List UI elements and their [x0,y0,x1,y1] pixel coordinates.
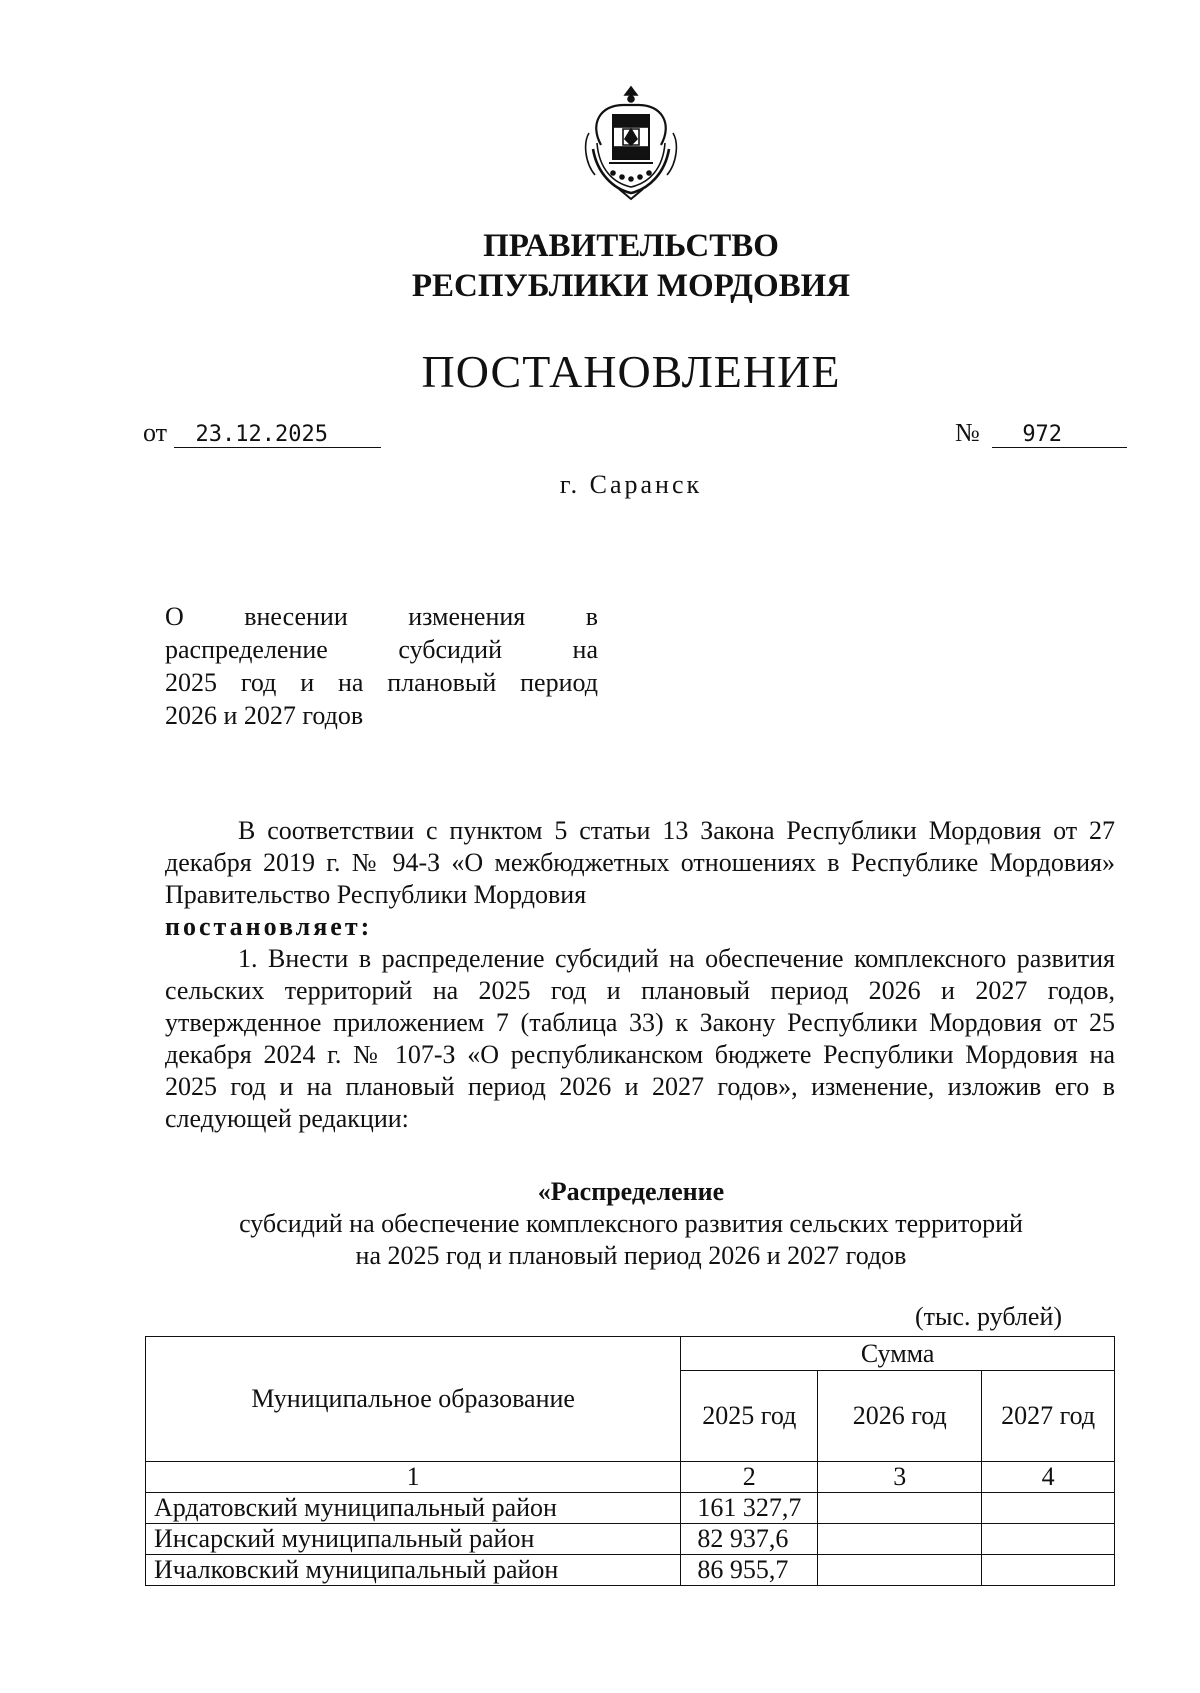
distribution-title: «Распределение [537,1177,725,1206]
date-prefix: от [143,418,168,447]
amount-2026 [818,1524,982,1555]
municipality-name: Ардатовский муниципальный район [146,1493,681,1524]
date-value: 23.12.2025 [174,423,381,448]
column-number: 1 [146,1462,681,1493]
column-number: 2 [681,1462,818,1493]
header-sum: Сумма [681,1337,1115,1371]
document-type: ПОСТАНОВЛЕНИЕ [421,346,841,397]
subject-line: 2026 и 2027 годов [165,701,364,730]
subject-line: О внесении изменения в [165,602,598,631]
government-title-line-1: ПРАВИТЕЛЬСТВО [483,228,779,264]
distribution-subtitle-2: на 2025 год и плановый период 2026 и 2027 годов [355,1241,907,1270]
header-year-2026: 2026 год [818,1371,982,1462]
municipality-name: Инсарский муниципальный район [146,1524,681,1555]
date-line [143,418,381,448]
subject-line: 2025 год и на плановый период [165,668,598,697]
amount-2027 [982,1555,1115,1586]
header-year-2025: 2025 год [681,1371,818,1462]
column-number: 3 [818,1462,982,1493]
number-line [955,418,1127,448]
table-row [146,1555,1115,1586]
government-title [0,226,1200,306]
amount-2025: 82 937,6 [681,1524,818,1555]
header-year-2027: 2027 год [982,1371,1115,1462]
distribution-subtitle-1: субсидий на обеспечение комплексного развития сельских территорий [239,1209,1023,1238]
government-title-line-2: РЕСПУБЛИКИ МОРДОВИЯ [411,268,851,304]
city-name: г. Саранск [559,470,703,499]
municipality-name: Ичалковский муниципальный район [146,1555,681,1586]
column-number-row [146,1462,1115,1493]
header-municipality: Муниципальное образование [146,1337,681,1462]
body-paragraph-2: 1. Внести в распределение субсидий на обеспечение комплексного развития сельских территорий на 2025 год и плановый период 2026 и 2027 годов, утвержденное приложением 7 (таблица 33) к Закону Республики Мордовия от 25 декабря 2024 г. № 107-З «О республиканском бюджете Республики Мордовия на 2025 год и на плановый период 2026 и 2027 годов», изменение, изложив его в следующей редакции: [165,944,1115,1133]
number-prefix: № [955,418,980,447]
amount-2026 [818,1555,982,1586]
coat-of-arms-emblem [579,83,683,201]
units-label: (тыс. рублей) [915,1302,1063,1331]
amount-2027 [982,1493,1115,1524]
amount-2027 [982,1524,1115,1555]
subject-block [165,600,598,732]
subsidy-table [145,1336,1115,1586]
column-number: 4 [982,1462,1115,1493]
table-row [146,1524,1115,1555]
amount-2025: 161 327,7 [681,1493,818,1524]
distribution-heading [0,1176,1200,1272]
subject-line: распределение субсидий на [165,635,598,664]
table-row [146,1493,1115,1524]
decree-word: постановляет: [165,912,373,941]
body-text [165,815,1115,1135]
amount-2025: 86 955,7 [681,1555,818,1586]
amount-2026 [818,1493,982,1524]
body-paragraph-1: В соответствии с пунктом 5 статьи 13 Закона Республики Мордовия от 27 декабря 2019 г. № 94-З «О межбюджетных отношениях в Республике Мордовия» Правительство Республики Мордовия [165,816,1115,909]
number-value: 972 [992,423,1127,448]
